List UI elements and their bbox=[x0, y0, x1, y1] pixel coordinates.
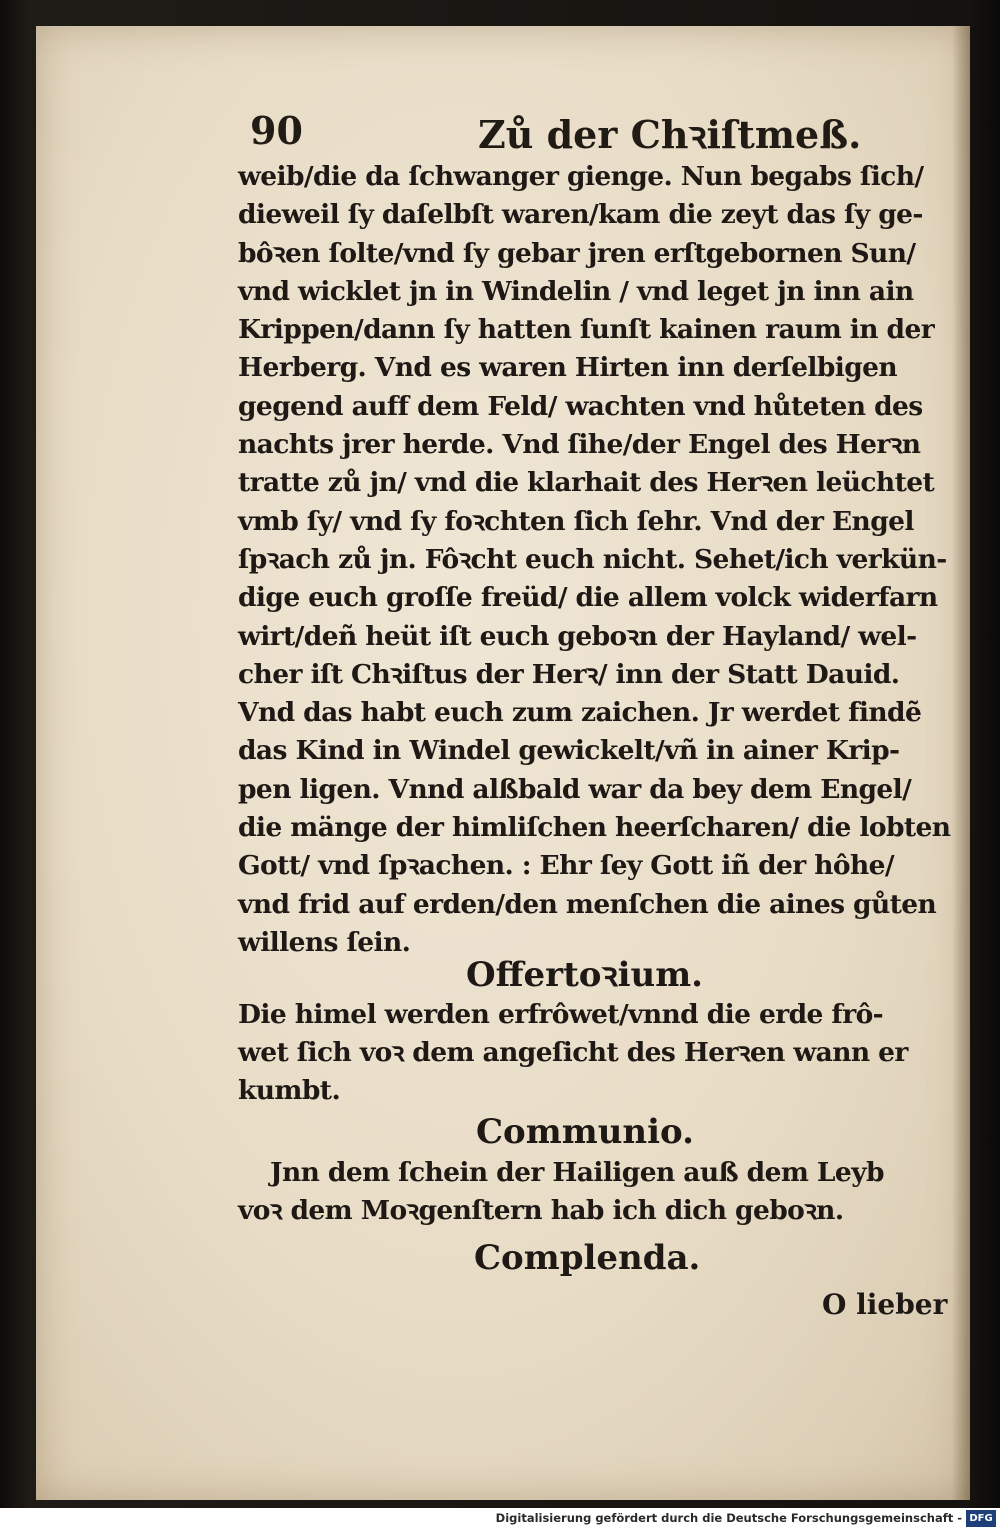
complenda-heading: Complenda. bbox=[474, 1238, 701, 1278]
gospel-line: dige euch groſſe freüd/ die allem volck widerfarn bbox=[238, 582, 938, 614]
gospel-line: Vnd das habt euch zum zaichen. Jr werdet findẽ bbox=[238, 697, 922, 729]
gospel-line: vnd frid auf erden/den menſchen die aines gůten bbox=[238, 888, 937, 920]
gospel-line: Gott/ vnd ſpꝛachen. : Ehr ſey Gott iñ der hôhe/ bbox=[238, 850, 894, 882]
gospel-line: vmb ſy/ vnd ſy foꝛchten ſich ſehr. Vnd der Engel bbox=[238, 505, 914, 537]
page-number: 90 bbox=[250, 108, 303, 153]
communion-heading: Communio. bbox=[476, 1112, 694, 1152]
gospel-line: die mänge der himliſchen heerſcharen/ die lobten bbox=[238, 812, 951, 844]
gospel-line: ſpꝛach zů jn. Fôꝛcht euch nicht. Sehet/ich verkün- bbox=[238, 543, 947, 575]
gospel-line: weib/die da ſchwanger gienge. Nun begabs ſich/ bbox=[238, 161, 924, 192]
gospel-line: Krippen/dann ſy hatten ſunſt kainen raum in der bbox=[238, 314, 935, 346]
gospel-line: nachts jrer herde. Vnd ſihe/der Engel des Herꝛn bbox=[238, 429, 921, 461]
gospel-line: dieweil ſy daſelbſt waren/kam die zeyt das ſy ge- bbox=[238, 199, 923, 231]
communion-line: Jnn dem ſchein der Hailigen auß dem Leyb bbox=[270, 1157, 884, 1188]
gospel-line: vnd wicklet jn in Windelin / vnd leget jn inn ain bbox=[238, 275, 914, 307]
gospel-line: cher iſt Chꝛiſtus der Herꝛ/ inn der Statt Dauid. bbox=[238, 658, 900, 690]
dfg-logo: DFG bbox=[966, 1510, 996, 1527]
page-header bbox=[250, 108, 862, 160]
offertory-line: kumbt. bbox=[238, 1075, 341, 1106]
gospel-line: pen ligen. Vnnd alßbald war da bey dem Engel/ bbox=[238, 773, 912, 805]
gospel-line: bôꝛen ſolte/vnd ſy gebar jren erſtgebornen Sun/ bbox=[238, 237, 916, 269]
gospel-text-block bbox=[238, 158, 963, 962]
funding-credit-text: Digitalisierung gefördert durch die Deutsche Forschungsgemeinschaft - bbox=[495, 1511, 962, 1525]
funding-footer bbox=[0, 1508, 1000, 1530]
gospel-line: tratte zů jn/ vnd die klarhait des Herꝛen leüchtet bbox=[238, 467, 935, 499]
catchword: O lieber bbox=[822, 1288, 948, 1321]
gospel-line: das Kind in Windel gewickelt/vñ in ainer Krip- bbox=[238, 735, 900, 767]
gospel-line: gegend auff dem Feld/ wachten vnd hůteten des bbox=[238, 390, 923, 422]
gospel-line: willens ſein. bbox=[238, 926, 411, 958]
communion-line: voꝛ dem Moꝛgenſtern hab ich dich geboꝛn. bbox=[238, 1195, 844, 1226]
gospel-line: wirt/deñ heüt iſt euch geboꝛn der Hayland/ wel- bbox=[238, 620, 917, 652]
offertory-line: wet ſich voꝛ dem angeſicht des Herꝛen wann er bbox=[238, 1037, 908, 1068]
offertory-heading: Offertoꝛium. bbox=[466, 955, 704, 995]
running-head: Zů der Chꝛiſtmeß. bbox=[478, 112, 862, 157]
offertory-line: Die himel werden erfrôwet/vnnd die erde frô- bbox=[238, 999, 884, 1030]
gospel-line: Herberg. Vnd es waren Hirten inn derſelbigen bbox=[238, 352, 898, 384]
